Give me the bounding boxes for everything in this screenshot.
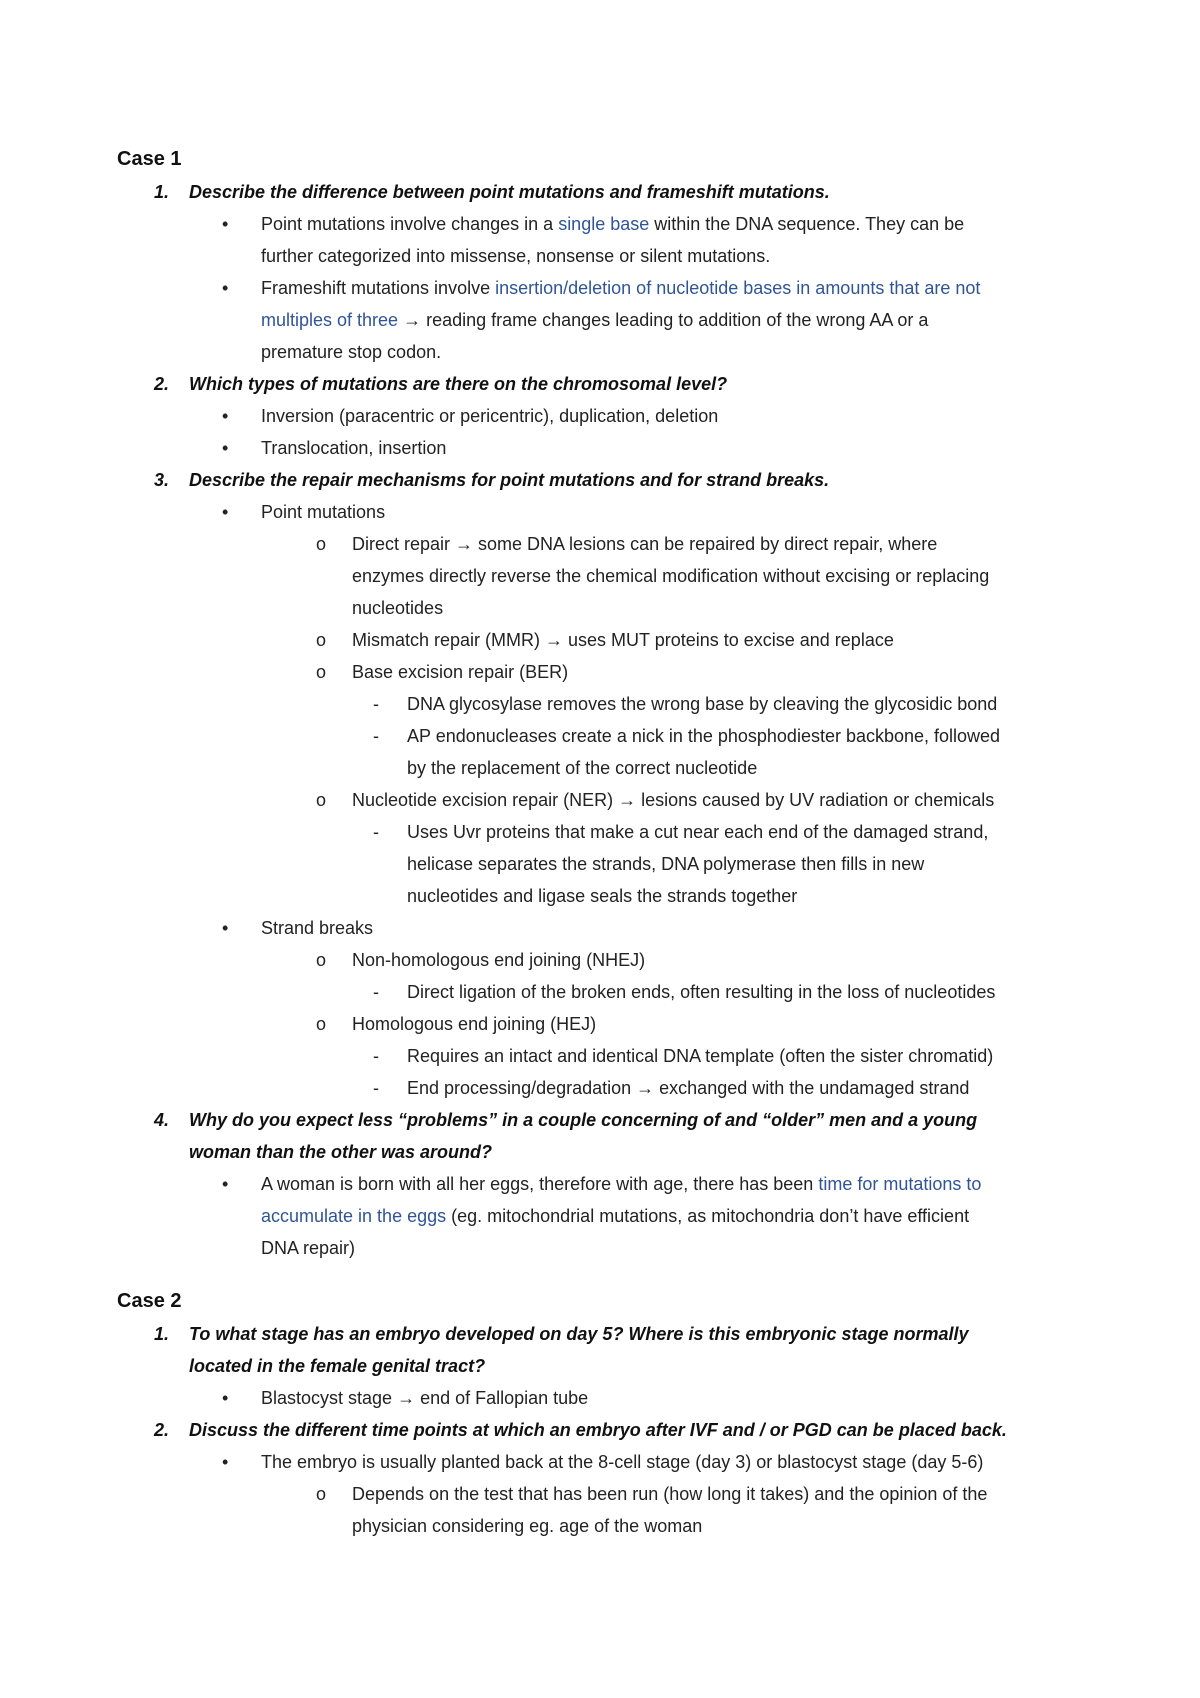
circle-marker: o (316, 1014, 327, 1034)
case2-q2-text: Discuss the different time points at which an embryo after IVF and / or PGD can be placed back. (189, 1420, 1007, 1440)
ner-detail-line2: helicase separates the strands, DNA polymerase then fills in new (407, 854, 925, 874)
q1-bullet2-cont: multiples of three → reading frame changes leading to addition of the wrong AA or a (261, 310, 929, 330)
circle-marker: o (316, 630, 327, 650)
q1-text: Describe the difference between point mutations and frameshift mutations. (189, 182, 830, 202)
hej-detail1: Requires an intact and identical DNA template (often the sister chromatid) (407, 1046, 994, 1066)
bullet-marker: • (222, 1452, 229, 1472)
bullet-marker: • (222, 1174, 229, 1194)
case2-q2-bullet: The embryo is usually planted back at the 8-cell stage (day 3) or blastocyst stage (day 5-6) (261, 1452, 984, 1472)
q1-bullet2-cont2: premature stop codon. (261, 342, 442, 362)
q3-strand-breaks: Strand breaks (261, 918, 374, 938)
case2-q1-text-line1: To what stage has an embryo developed on day 5? Where is this embryonic stage normally (189, 1324, 969, 1344)
case2-heading: Case 2 (117, 1290, 182, 1312)
q2-bullet1: Inversion (paracentric or pericentric), duplication, deletion (261, 406, 719, 426)
mismatch-repair: Mismatch repair (MMR) → uses MUT proteins to excise and replace (352, 630, 894, 650)
hej-detail2: End processing/degradation → exchanged with the undamaged strand (407, 1078, 970, 1098)
circle-marker: o (316, 1484, 327, 1504)
dash-marker: - (373, 726, 379, 746)
q2-bullet2: Translocation, insertion (261, 438, 447, 458)
case2-q2-sub-line1: Depends on the test that has been run (how long it takes) and the opinion of the (352, 1484, 988, 1504)
q1-bullet1-cont: further categorized into missense, nonsense or silent mutations. (261, 246, 771, 266)
q1-number: 1. (154, 182, 170, 202)
bullet-marker: • (222, 438, 229, 458)
circle-marker: o (316, 534, 327, 554)
case2-q1-text-line2: located in the female genital tract? (189, 1356, 486, 1376)
q4-bullet-line2: accumulate in the eggs (eg. mitochondrial mutations, as mitochondria don’t have efficient (261, 1206, 970, 1226)
bullet-marker: • (222, 406, 229, 426)
ner-detail-line3: nucleotides and ligase seals the strands together (407, 886, 798, 906)
dash-marker: - (373, 694, 379, 714)
hej: Homologous end joining (HEJ) (352, 1014, 597, 1034)
direct-repair-line2: enzymes directly reverse the chemical modification without excising or replacing (352, 566, 990, 586)
bullet-marker: • (222, 918, 229, 938)
dash-marker: - (373, 1046, 379, 1066)
ber-detail2-line1: AP endonucleases create a nick in the phosphodiester backbone, followed (407, 726, 1001, 746)
bullet-marker: • (222, 214, 229, 234)
direct-repair-line1: Direct repair → some DNA lesions can be repaired by direct repair, where (352, 534, 938, 554)
q4-text-line2: woman than the other was around? (189, 1142, 493, 1162)
bullet-marker: • (222, 1388, 229, 1408)
case2-q2-number: 2. (154, 1420, 170, 1440)
q4-number: 4. (154, 1110, 170, 1130)
nucleotide-excision-repair: Nucleotide excision repair (NER) → lesions caused by UV radiation or chemicals (352, 790, 995, 810)
q4-bullet-line3: DNA repair) (261, 1238, 356, 1258)
nhej: Non-homologous end joining (NHEJ) (352, 950, 646, 970)
bullet-marker: • (222, 502, 229, 522)
case1-heading: Case 1 (117, 148, 182, 170)
q1-bullet2: Frameshift mutations involve insertion/deletion of nucleotide bases in amounts that are not (261, 278, 981, 298)
dash-marker: - (373, 1078, 379, 1098)
bullet-marker: • (222, 278, 229, 298)
nhej-detail: Direct ligation of the broken ends, often resulting in the loss of nucleotides (407, 982, 996, 1002)
case2-q1-bullet: Blastocyst stage → end of Fallopian tube (261, 1388, 589, 1408)
ner-detail-line1: Uses Uvr proteins that make a cut near each end of the damaged strand, (407, 822, 989, 842)
ber-detail2-line2: by the replacement of the correct nucleotide (407, 758, 758, 778)
q2-number: 2. (154, 374, 170, 394)
case2-q2-sub-line2: physician considering eg. age of the woman (352, 1516, 703, 1536)
q3-text: Describe the repair mechanisms for point mutations and for strand breaks. (189, 470, 830, 490)
q1-bullet1: Point mutations involve changes in a single base within the DNA sequence. They can be (261, 214, 965, 234)
case2-q1-number: 1. (154, 1324, 170, 1344)
q2-text: Which types of mutations are there on the chromosomal level? (189, 374, 728, 394)
circle-marker: o (316, 662, 327, 682)
ber-detail1: DNA glycosylase removes the wrong base by cleaving the glycosidic bond (407, 694, 998, 714)
circle-marker: o (316, 790, 327, 810)
circle-marker: o (316, 950, 327, 970)
dash-marker: - (373, 982, 379, 1002)
q3-number: 3. (154, 470, 170, 490)
q4-bullet-line1: A woman is born with all her eggs, therefore with age, there has been time for mutations to (261, 1174, 982, 1194)
dash-marker: - (373, 822, 379, 842)
direct-repair-line3: nucleotides (352, 598, 444, 618)
base-excision-repair: Base excision repair (BER) (352, 662, 569, 682)
q3-point-mutations: Point mutations (261, 502, 386, 522)
q4-text-line1: Why do you expect less “problems” in a couple concerning of and “older” men and a young (189, 1110, 978, 1130)
